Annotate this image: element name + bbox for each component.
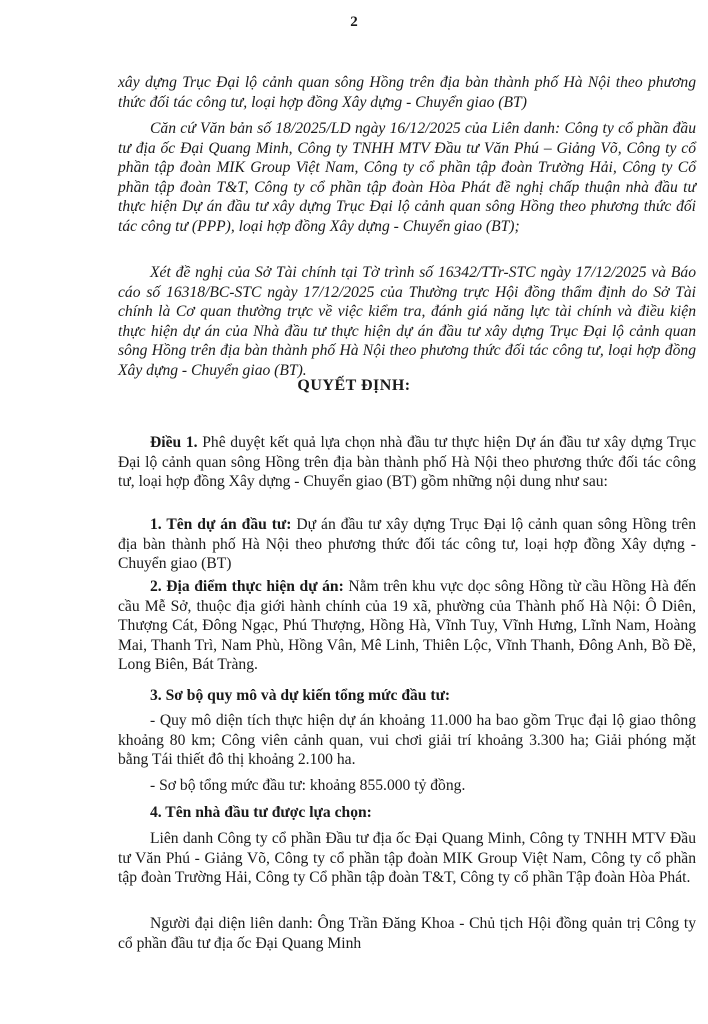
item-1 bbox=[118, 515, 696, 574]
item-4-heading bbox=[118, 803, 696, 823]
item-2 bbox=[118, 577, 696, 675]
item-2-text: Nằm trên khu vực dọc sông Hồng từ cầu Hồng Hà đến cầu Mễ Sở, thuộc địa giới hành chính của 19 xã, phường của Thành phố Hà Nội: Ô Diên, Thượng Cát, Đông Ngạc, Phú Thượng, Hồng Hà, Vĩnh Tuy, Vĩnh Hưng, Lĩnh Nam, Hoàng Mai, Thanh Trì, Nam Phù, Hồng Vân, Mê Linh, Thiên Lộc, Vĩnh Thanh, Đông Anh, Bồ Đề, Long Biên, Bát Tràng. bbox=[118, 578, 696, 674]
article-1-text: Phê duyệt kết quả lựa chọn nhà đầu tư thực hiện Dự án đầu tư xây dựng Trục Đại lộ cảnh quan sông Hồng trên địa bàn thành phố Hà Nội theo phương thức đối tác công tư, loại hợp đồng Xây dựng - Chuyển giao (BT) gồm những nội dung như sau: bbox=[118, 434, 697, 491]
legal-basis-paragraph: Căn cứ Văn bản số 18/2025/LD ngày 16/12/2025 của Liên danh: Công ty cổ phần đầu tư địa ốc Đại Quang Minh, Công ty TNHH MTV Đầu tư Văn Phú – Giảng Võ, Công ty cổ phần tập đoàn MIK Group Việt Nam, Công ty cổ phần tập đoàn Trường Hải, Công ty Cổ phần tập đoàn T&T, Công ty cổ phần tập đoàn Hòa Phát đề nghị chấp thuận nhà đầu tư thực hiện Dự án đầu tư xây dựng Trục Đại lộ cảnh quan sông Hồng theo phương thức đối tác công tư (PPP), loại hợp đồng Xây dựng - Chuyển giao (BT); bbox=[118, 120, 696, 235]
item-4-representative: Người đại diện liên danh: Ông Trần Đăng Khoa - Chủ tịch Hội đồng quản trị Công ty cổ phần đầu tư địa ốc Đại Quang Minh bbox=[118, 915, 696, 952]
item-2-label: 2. Địa điểm thực hiện dự án: bbox=[150, 578, 344, 595]
item-1-label: 1. Tên dự án đầu tư: bbox=[150, 516, 292, 533]
item-4-label: 4. Tên nhà đầu tư được lựa chọn: bbox=[150, 804, 372, 821]
item-3-heading bbox=[118, 686, 696, 706]
article-1 bbox=[118, 433, 696, 492]
item-3-total-investment: - Sơ bộ tổng mức đầu tư: khoảng 855.000 tỷ đồng. bbox=[150, 777, 466, 794]
preamble-continuation: xây dựng Trục Đại lộ cảnh quan sông Hồng trên địa bàn thành phố Hà Nội theo phương thức đối tác công tư, loại hợp đồng Xây dựng - Chuyển giao (BT) bbox=[118, 74, 696, 111]
item-3-scale: - Quy mô diện tích thực hiện dự án khoảng 11.000 ha bao gồm Trục đại lộ giao thông khoảng 80 km; Công viên cảnh quan, vui chơi giải trí khoảng 3.300 ha; Giải phóng mặt bằng Tái thiết đô thị khoảng 2.100 ha. bbox=[118, 712, 696, 769]
article-1-label: Điều 1. bbox=[150, 434, 198, 451]
page-number: 2 bbox=[350, 14, 358, 30]
item-4-investor-list: Liên danh Công ty cổ phần Đầu tư địa ốc Đại Quang Minh, Công ty TNHH MTV Đầu tư Văn Phú - Giảng Võ, Công ty cổ phần tập đoàn MIK Group Việt Nam, Công ty cổ phần tập đoàn Trường Hải, Công ty Cổ phần tập đoàn T&T, Công ty cổ phần Tập đoàn Hòa Phát. bbox=[118, 830, 696, 887]
decision-heading: QUYẾT ĐỊNH: bbox=[297, 377, 411, 394]
consideration-paragraph: Xét đề nghị của Sở Tài chính tại Tờ trình số 16342/TTr-STC ngày 17/12/2025 và Báo cáo số 16318/BC-STC ngày 17/12/2025 của Thường trực Hội đồng thẩm định do Sở Tài chính là Cơ quan thường trực về việc kiểm tra, đánh giá năng lực tài chính và điều kiện thực hiện dự án của Nhà đầu tư thực hiện dự án đầu tư xây dựng Trục Đại lộ cảnh quan sông Hồng trên địa bàn thành phố Hà Nội theo phương thức đối tác công tư, loại hợp đồng Xây dựng - Chuyển giao (BT). bbox=[118, 264, 696, 379]
item-1-text: Dự án đầu tư xây dựng Trục Đại lộ cảnh quan sông Hồng trên địa bàn thành phố Hà Nội theo phương thức đối tác công tư, loại hợp đồng Xây dựng - Chuyển giao (BT) bbox=[118, 516, 696, 573]
item-3-label: 3. Sơ bộ quy mô và dự kiến tổng mức đầu tư: bbox=[150, 687, 451, 704]
